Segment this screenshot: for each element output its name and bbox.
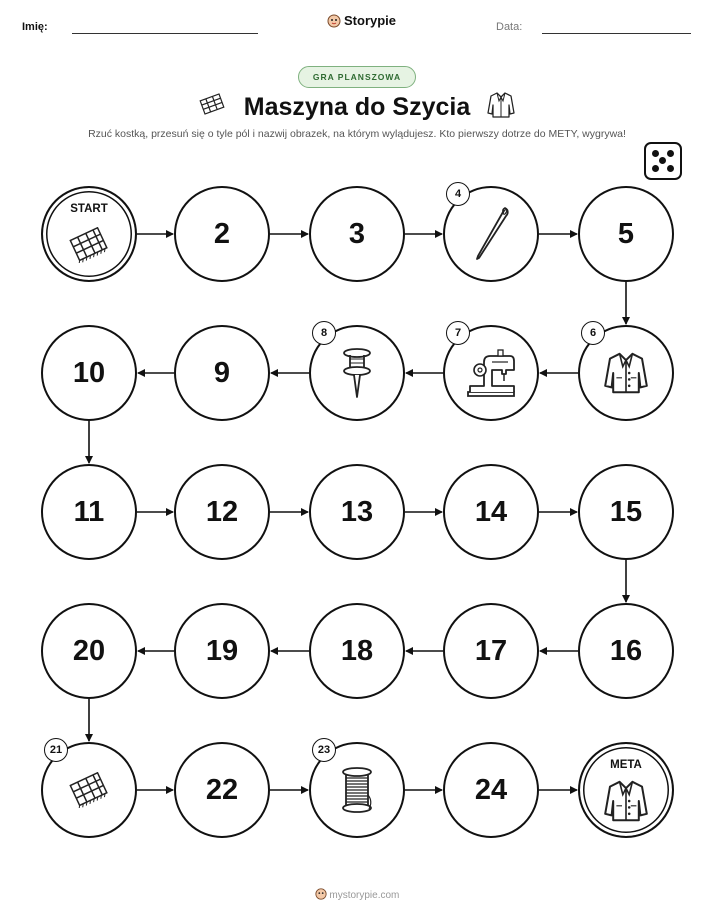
cell-number-badge: 23 [312, 738, 336, 762]
cell-number: 19 [205, 634, 239, 667]
cell-number: 11 [73, 495, 105, 528]
game-type-badge: GRA PLANSZOWA [298, 66, 416, 88]
cell-number: 16 [609, 634, 643, 667]
needle-icon [469, 204, 513, 264]
cell-number: 12 [205, 495, 239, 528]
board-cell-16 [578, 603, 674, 699]
board-cell-18 [309, 603, 405, 699]
thread-spool-icon [337, 765, 377, 815]
board-cell-5 [578, 186, 674, 282]
footer [0, 888, 714, 901]
cell-number-badge: 7 [446, 321, 470, 345]
board-cell-17 [443, 603, 539, 699]
cell-number: 22 [205, 773, 239, 806]
cell-number-badge: 21 [44, 738, 68, 762]
cell-number: 20 [72, 634, 106, 667]
finish-cell [578, 742, 674, 838]
page-title: Maszyna do Szycia [243, 93, 471, 121]
board-cell-9 [174, 325, 270, 421]
cell-number: 14 [474, 495, 508, 528]
board-cell-22 [174, 742, 270, 838]
footer-url: mystorypie.com [329, 890, 400, 901]
instructions: Rzuć kostką, przesuń się o tyle pól i nazwij obrazek, na którym wylądujesz. Kto pierwszy dotrze do METY, wygrywa! [88, 128, 626, 140]
name-label: Imię: [22, 21, 48, 33]
jacket-icon [602, 778, 650, 824]
cell-number: 13 [340, 495, 374, 528]
board-cell-4 [443, 186, 539, 282]
board-cell-7 [443, 325, 539, 421]
cell-number: 9 [213, 356, 231, 389]
cell-number: 15 [609, 495, 643, 528]
board-cell-3 [309, 186, 405, 282]
board-cell-14 [443, 464, 539, 560]
board-cell-11 [41, 464, 137, 560]
date-label: Data: [496, 21, 523, 33]
cell-number: 17 [474, 634, 508, 667]
board-cell-13 [309, 464, 405, 560]
board-cell-19 [174, 603, 270, 699]
board-cell-8 [309, 325, 405, 421]
cell-number-badge: 6 [581, 321, 605, 345]
board-cell-21 [41, 742, 137, 838]
board-cell-12 [174, 464, 270, 560]
cell-number-badge: 4 [446, 182, 470, 206]
brand-mascot-icon [315, 888, 327, 900]
start-cell [41, 186, 137, 282]
board-cell-24 [443, 742, 539, 838]
start-label: START [70, 203, 108, 215]
jacket-icon [602, 350, 650, 396]
board-cell-2 [174, 186, 270, 282]
finish-label: META [610, 759, 642, 771]
spool-pin-icon [337, 345, 377, 401]
board-cell-20 [41, 603, 137, 699]
board-cell-23 [309, 742, 405, 838]
cell-number: 3 [348, 217, 366, 250]
sewing-machine-icon [462, 348, 520, 398]
fabric-icon [69, 772, 109, 808]
cell-number: 18 [340, 634, 374, 667]
cell-number: 24 [474, 773, 508, 806]
board-cell-15 [578, 464, 674, 560]
cell-number: 2 [213, 217, 231, 250]
board-cell-6 [578, 325, 674, 421]
cell-number: 10 [72, 356, 106, 389]
board-cell-10 [41, 325, 137, 421]
brand-name: Storypie [344, 13, 397, 28]
cell-number: 5 [617, 217, 635, 250]
fabric-icon [69, 227, 109, 263]
cell-number-badge: 8 [312, 321, 336, 345]
